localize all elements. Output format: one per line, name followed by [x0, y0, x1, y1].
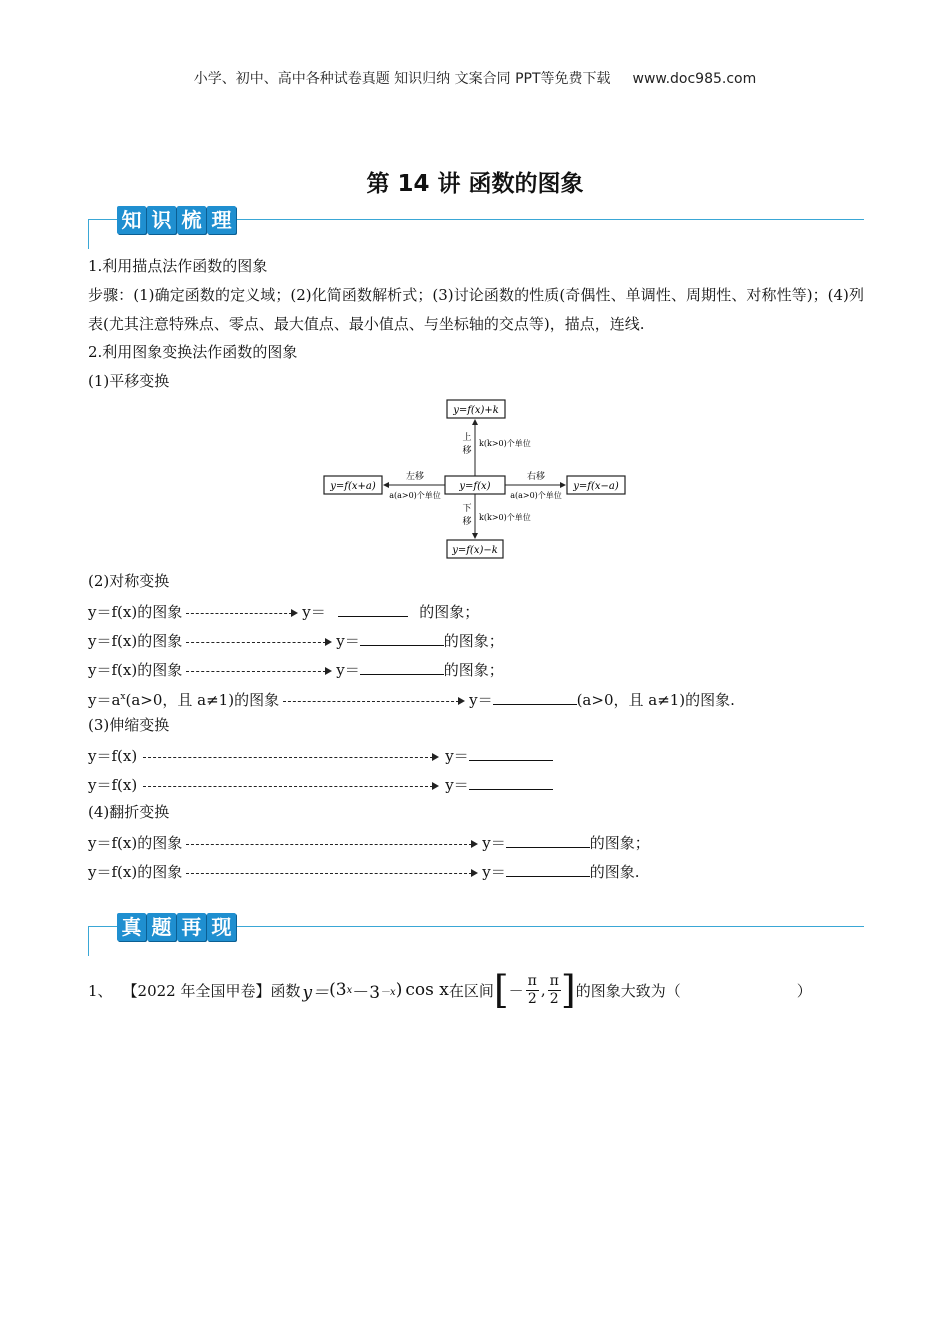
row-yeq: y＝: [482, 863, 506, 881]
frac-den: 2: [549, 990, 559, 1007]
answer-blank[interactable]: [338, 600, 408, 617]
label-left: y=f(x+a): [330, 481, 376, 492]
section1-heading: 1.利用描点法作函数的图象: [88, 257, 268, 275]
banner-char: 现: [207, 913, 236, 941]
symmetry-row-1: [88, 600, 479, 622]
answer-blank[interactable]: [506, 831, 590, 848]
row-graph-end: 的图象；: [443, 632, 504, 650]
banner-char: 再: [177, 913, 206, 941]
section-divider-stem-2: [88, 926, 89, 956]
symmetry-subheading: (2)对称变换: [88, 572, 170, 590]
right-units: a(a>0)个单位: [510, 491, 562, 500]
question-text: 在区间: [448, 981, 494, 1000]
up-label-1: 上: [462, 433, 472, 443]
formula-close: ): [395, 980, 403, 1000]
left-label: 左移: [405, 472, 425, 482]
row-func: y＝f(x): [88, 834, 138, 852]
up-label-2: 移: [462, 446, 472, 456]
row-graph-end: 的图象；: [419, 603, 480, 621]
translation-subheading: (1)平移变换: [88, 372, 170, 390]
banner-char: 真: [117, 913, 146, 941]
down-units: k(k>0)个单位: [479, 513, 531, 522]
row-func: y＝f(x): [88, 776, 138, 794]
dashed-arrow: [283, 696, 465, 706]
flip-row-1: [88, 831, 650, 853]
answer-blank[interactable]: [469, 744, 553, 761]
row-graph: 的图象: [137, 632, 183, 650]
row-graph-end: 的图象；: [443, 661, 504, 679]
formula-y: y＝: [302, 982, 330, 1003]
dashed-arrow: [186, 839, 478, 849]
row-graph: 的图象: [137, 863, 183, 881]
row-exp-sup: x: [120, 692, 126, 702]
answer-paren[interactable]: ）: [796, 981, 812, 1000]
row-graph-end: 的图象.: [589, 863, 640, 881]
page-header: [0, 68, 950, 88]
stretch-subheading: (3)伸缩变换: [88, 716, 170, 734]
row-func: y＝f(x): [88, 661, 138, 679]
row-graph: 的图象: [137, 834, 183, 852]
formula-sup: x: [346, 984, 353, 996]
question-text: 函数: [270, 981, 301, 1000]
interval-comma: ,: [540, 981, 546, 999]
label-right: y=f(x−a): [573, 481, 619, 492]
stretch-row-2: [88, 773, 553, 795]
banner-knowledge: [117, 206, 236, 232]
flip-row-2: [88, 860, 639, 882]
question-number: 1、: [88, 981, 113, 1000]
row-exp-suffix: (a>0，且 a≠1)的图象.: [576, 691, 735, 709]
row-yeq: y＝: [482, 834, 506, 852]
translation-diagram: [320, 395, 630, 565]
answer-blank[interactable]: [493, 688, 577, 705]
symmetry-row-2: [88, 629, 504, 651]
symmetry-row-3: [88, 658, 504, 680]
banner-char: 题: [147, 913, 176, 941]
right-label: 右移: [526, 472, 546, 482]
row-yeq: y＝: [445, 747, 469, 765]
formula-minus: －3: [352, 982, 381, 1003]
header-text: 小学、初中、高中各种试卷真题 知识归纳 文案合同 PPT等免费下载: [193, 71, 611, 87]
fraction-pi-half: [548, 973, 561, 1008]
section1-steps: 步骤：(1)确定函数的定义域；(2)化简函数解析式；(3)讨论函数的性质(奇偶性、单调性、周期性、对称性等)；(4)列表(尤其注意特殊点、零点、最大值点、最小值点、与坐标轴的交点等)，描点，连线.: [88, 286, 864, 333]
dashed-arrow: [186, 666, 332, 676]
label-center: y=f(x): [459, 481, 491, 492]
banner-char: 梳: [177, 206, 206, 234]
row-exp-base: y＝a: [88, 691, 121, 709]
row-func: y＝f(x): [88, 863, 138, 881]
answer-blank[interactable]: [506, 860, 590, 877]
dashed-arrow: [186, 608, 298, 618]
banner-real-questions: [117, 913, 236, 939]
answer-blank[interactable]: [469, 773, 553, 790]
row-graph: 的图象: [137, 603, 183, 621]
label-bottom: y=f(x)−k: [452, 545, 498, 556]
row-func: y＝f(x): [88, 603, 138, 621]
symmetry-row-4: [88, 687, 735, 710]
row-yeq: y＝: [445, 776, 469, 794]
row-yeq: y＝: [469, 691, 493, 709]
section-divider-stem-1: [88, 219, 89, 249]
banner-char: 知: [117, 206, 146, 234]
formula-sup: －x: [380, 986, 396, 998]
question-1: [88, 965, 864, 1015]
down-label-1: 下: [462, 504, 472, 514]
stretch-row-1: [88, 744, 553, 766]
banner-char: 识: [147, 206, 176, 234]
frac-num: π: [549, 972, 559, 989]
up-units: k(k>0)个单位: [479, 439, 531, 448]
row-yeq: y＝: [336, 632, 360, 650]
flip-subheading: (4)翻折变换: [88, 803, 170, 821]
row-graph: 的图象: [137, 661, 183, 679]
question-source: 【2022 年全国甲卷】: [122, 981, 271, 1000]
banner-char: 理: [207, 206, 236, 234]
header-site-link[interactable]: www.doc985.com: [632, 71, 757, 87]
bracket-right: ]: [560, 968, 576, 1012]
section2-heading: 2.利用图象变换法作函数的图象: [88, 343, 298, 361]
formula-cos: cos x: [405, 980, 449, 1000]
dashed-arrow: [186, 868, 478, 878]
bracket-left: [: [493, 968, 509, 1012]
down-label-2: 移: [462, 517, 472, 527]
row-func: y＝f(x): [88, 632, 138, 650]
answer-blank[interactable]: [360, 658, 444, 675]
interval-minus: －: [508, 981, 524, 1000]
row-graph-end: 的图象；: [589, 834, 650, 852]
fraction-neg-pi-half: [526, 973, 539, 1008]
dashed-arrow: [186, 637, 332, 647]
formula-base: (3: [329, 980, 347, 1000]
row-exp-tail: (a>0，且 a≠1)的图象: [125, 691, 280, 709]
dashed-arrow: [143, 781, 439, 791]
dashed-arrow: [143, 752, 439, 762]
page-title: 第 14 讲 函数的图象: [366, 171, 584, 197]
row-yeq: y＝: [336, 661, 360, 679]
row-yeq: y＝: [302, 603, 326, 621]
question-text: 的图象大致为（: [575, 981, 681, 1000]
label-top: y=f(x)+k: [453, 405, 499, 416]
answer-blank[interactable]: [360, 629, 444, 646]
left-units: a(a>0)个单位: [389, 491, 441, 500]
frac-den: 2: [527, 990, 537, 1007]
frac-num: π: [527, 972, 537, 989]
row-func: y＝f(x): [88, 747, 138, 765]
